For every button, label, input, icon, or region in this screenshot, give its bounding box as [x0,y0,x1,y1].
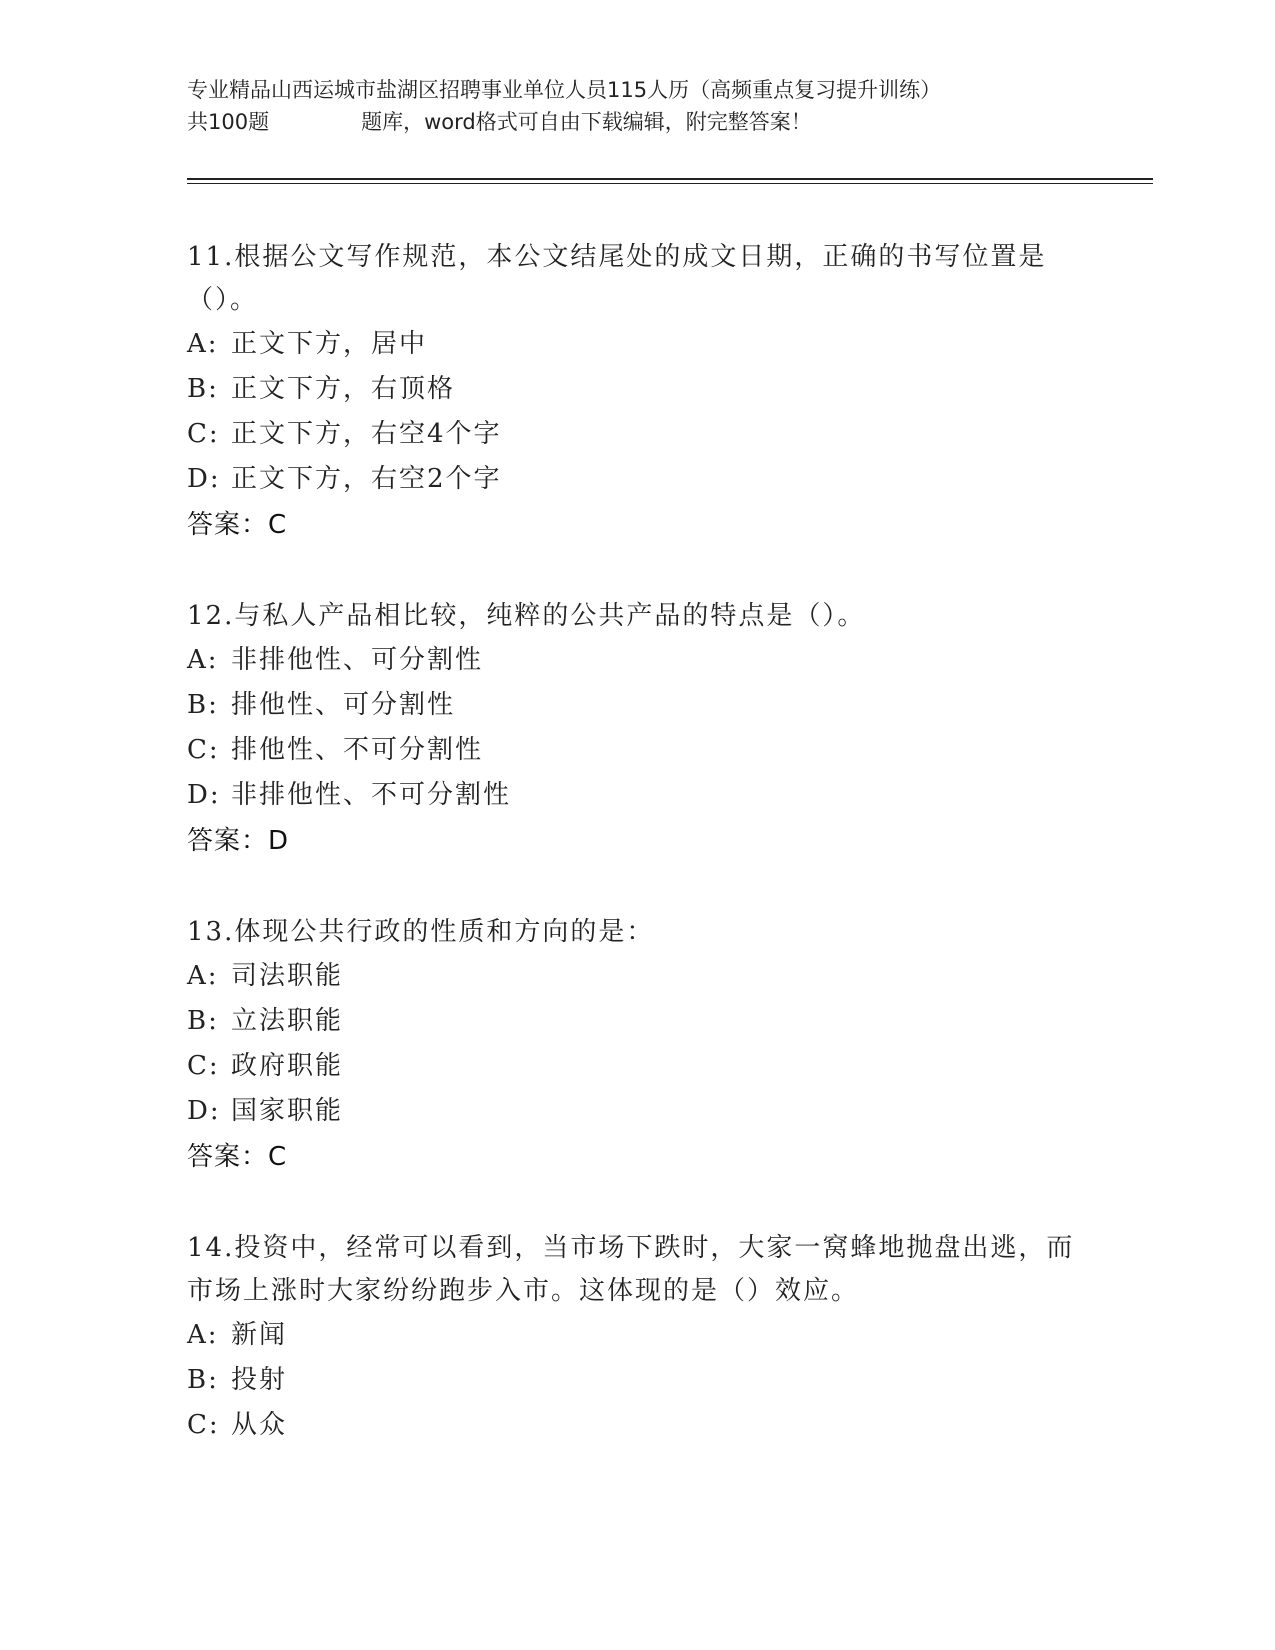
option-b [187,683,1087,728]
option-letter: D: [187,1096,221,1126]
question-item [187,236,1087,548]
option-a [187,322,1087,367]
document-header [187,74,1087,138]
option-text: 司法职能 [231,961,344,991]
question-text: 13.体现公共行政的性质和方向的是： [187,917,655,947]
option-text: 正文下方，右空4个字 [231,419,502,449]
option-letter: A: [187,1320,219,1350]
question-item [187,1227,1087,1448]
question-text: 12.与私人产品相比较，纯粹的公共产品的特点是（）。 [187,601,866,631]
option-text: 非排他性、不可分割性 [231,780,512,810]
option-letter: B: [187,1006,219,1036]
option-c [187,412,1087,457]
option-text: 投射 [231,1365,288,1395]
option-letter: C: [187,1410,220,1440]
option-d [187,457,1087,502]
option-c [187,1403,1087,1448]
option-b [187,999,1087,1044]
option-letter: B: [187,374,219,404]
option-letter: D: [187,464,221,494]
option-text: 国家职能 [231,1096,344,1126]
question-text: 11.根据公文写作规范，本公文结尾处的成文日期，正确的书写位置是（）。 [187,242,1047,315]
option-text: 正文下方，右顶格 [231,374,456,404]
question-list [187,236,1087,1495]
answer-label: 答案：D [187,826,290,856]
option-letter: B: [187,690,219,720]
option-a [187,954,1087,999]
option-text: 从众 [231,1410,288,1440]
option-b [187,367,1087,412]
header-subtitle: 题库，word格式可自由下载编辑，附完整答案！ [361,110,812,134]
question-text: 14.投资中，经常可以看到，当市场下跌时，大家一窝蜂地抛盘出逃，而市场上涨时大家纷纷跑步入市。这体现的是（）效应。 [187,1233,1075,1306]
question-item [187,911,1087,1180]
option-b [187,1358,1087,1403]
option-c [187,728,1087,773]
option-text: 排他性、不可分割性 [231,735,484,765]
option-text: 非排他性、可分割性 [231,645,484,675]
option-a [187,1313,1087,1358]
header-divider-thick [187,178,1153,180]
option-letter: C: [187,419,220,449]
option-letter: A: [187,329,219,359]
option-letter: C: [187,735,220,765]
option-text: 正文下方，居中 [231,329,428,359]
header-title-line1: 专业精品山西运城市盐湖区招聘事业单位人员115人历（高频重点复习提升训练） [187,78,942,102]
option-letter: D: [187,780,221,810]
option-text: 正文下方，右空2个字 [231,464,502,494]
answer-label: 答案：C [187,1142,288,1172]
option-text: 排他性、可分割性 [231,690,456,720]
header-question-count: 共100题 [187,110,270,134]
option-letter: C: [187,1051,220,1081]
option-c [187,1044,1087,1089]
option-text: 立法职能 [231,1006,344,1036]
header-divider-thin [187,183,1153,184]
question-item [187,595,1087,864]
option-text: 政府职能 [231,1051,344,1081]
option-letter: A: [187,645,219,675]
option-letter: A: [187,961,219,991]
option-letter: B: [187,1365,219,1395]
option-text: 新闻 [231,1320,288,1350]
option-a [187,638,1087,683]
answer-label: 答案：C [187,510,288,540]
option-d [187,773,1087,818]
header-title-line2 [187,106,1087,138]
option-d [187,1089,1087,1134]
